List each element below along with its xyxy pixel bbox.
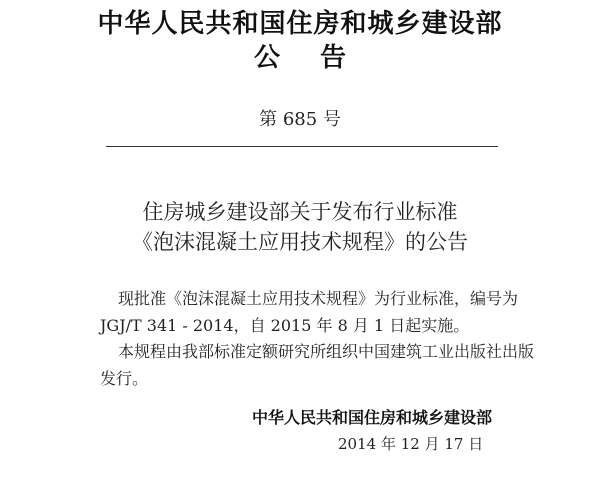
title-line-1: 住房城乡建设部关于发布行业标准 bbox=[142, 200, 458, 224]
body-paragraph-2-line-1: 本规程由我部标准定额研究所组织中国建筑工业出版社出版 bbox=[118, 342, 535, 361]
body-paragraph-1-line-2: JGJ/T 341 - 2014，自 2015 年 8 月 1 日起实施。 bbox=[100, 316, 470, 335]
body-paragraph-2-line-2: 发行。 bbox=[100, 369, 149, 388]
signature-date: 2014 年 12 月 17 日 bbox=[338, 435, 484, 453]
issuer-heading: 中华人民共和国住房和城乡建设部 bbox=[97, 9, 503, 39]
title-line-2: 《泡沫混凝土应用技术规程》的公告 bbox=[132, 230, 468, 254]
document-type-heading: 公告 bbox=[253, 43, 386, 73]
signature-organization: 中华人民共和国住房和城乡建设部 bbox=[252, 408, 493, 427]
body-paragraph-1-line-1: 现批准《泡沫混凝土应用技术规程》为行业标准，编号为 bbox=[118, 289, 519, 308]
header-divider bbox=[106, 146, 498, 147]
announcement-number: 第 685 号 bbox=[259, 109, 341, 130]
